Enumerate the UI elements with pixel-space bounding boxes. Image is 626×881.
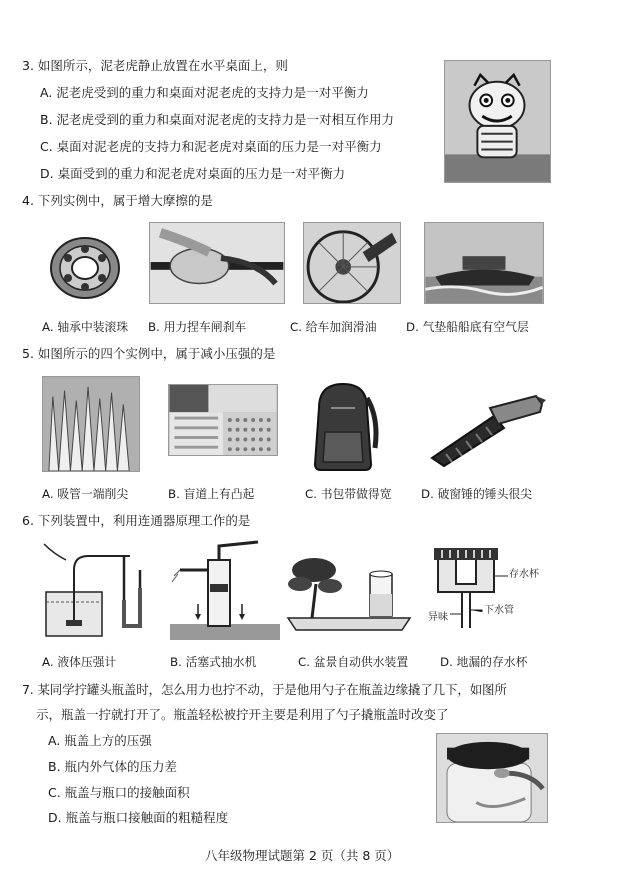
clay-tiger-photo xyxy=(444,60,551,183)
page-footer: 八年级物理试题第 2 页（共 8 页） xyxy=(205,848,400,863)
piston-pump-diagram xyxy=(170,540,280,640)
q3-option-d: D. 桌面受到的重力和泥老虎对桌面的压力是一对平衡力 xyxy=(40,166,346,181)
q5-option-b: B. 盲道上有凸起 xyxy=(168,487,255,501)
q7-stem-line2: 示，瓶盖一拧就打开了。瓶盖轻松被拧开主要是利用了勺子撬瓶盖时改变了 xyxy=(36,707,449,722)
q5-option-c: C. 书包带做得宽 xyxy=(305,487,392,501)
q3-option-a: A. 泥老虎受到的重力和桌面对泥老虎的支持力是一对平衡力 xyxy=(40,85,369,100)
jar-spoon-photo xyxy=(436,733,548,823)
straws-image xyxy=(42,376,140,472)
q4-option-c: C. 给车加润滑油 xyxy=(290,320,377,334)
cup-label: 存水杯 xyxy=(509,569,539,580)
pipe-label: 下水管 xyxy=(484,605,514,616)
bike-oil-image xyxy=(303,222,401,304)
q3-stem: 3. 如图所示，泥老虎静止放置在水平桌面上，则 xyxy=(22,58,288,73)
q6-option-a: A. 液体压强计 xyxy=(42,655,117,669)
q4-option-a: A. 轴承中装滚珠 xyxy=(42,320,129,334)
q6-stem: 6. 下列装置中，利用连通器原理工作的是 xyxy=(22,513,251,528)
q5-stem: 5. 如图所示的四个实例中，属于减小压强的是 xyxy=(22,346,276,361)
bonsai-water-diagram xyxy=(282,540,422,640)
q6-option-c: C. 盆景自动供水装置 xyxy=(298,655,409,669)
smell-label: 异味 xyxy=(428,612,448,623)
tactile-paving-image xyxy=(168,384,278,456)
q3-option-c: C. 桌面对泥老虎的支持力和泥老虎对桌面的压力是一对平衡力 xyxy=(40,139,382,154)
backpack-image xyxy=(305,378,381,474)
brake-hand-image xyxy=(149,222,285,304)
hovercraft-image xyxy=(424,222,544,304)
q6-option-b: B. 活塞式抽水机 xyxy=(170,655,257,669)
pressure-gauge-diagram xyxy=(40,540,150,640)
q5-option-a: A. 吸管一端削尖 xyxy=(42,487,129,501)
q7-stem-line1: 7. 某同学拧罐头瓶盖时，怎么用力也拧不动，于是他用勺子在瓶盖边缘撬了几下，如图所 xyxy=(22,682,507,697)
q5-option-d: D. 破窗锤的锤头很尖 xyxy=(421,487,532,501)
q7-option-c: C. 瓶盖与瓶口的接触面积 xyxy=(48,785,190,800)
q7-option-d: D. 瓶盖与瓶口接触面的粗糙程度 xyxy=(48,810,229,825)
q6-option-d: D. 地漏的存水杯 xyxy=(440,655,528,669)
bearing-image xyxy=(42,228,128,306)
q3-option-b: B. 泥老虎受到的重力和桌面对泥老虎的支持力是一对相互作用力 xyxy=(40,112,395,127)
q4-stem: 4. 下列实例中，属于增大摩擦的是 xyxy=(22,193,213,208)
safety-hammer-image xyxy=(424,388,548,468)
q4-option-b: B. 用力捏车闸刹车 xyxy=(148,320,247,334)
q4-option-d: D. 气垫船船底有空气层 xyxy=(406,320,529,334)
q7-option-a: A. 瓶盖上方的压强 xyxy=(48,733,152,748)
q7-option-b: B. 瓶内外气体的压力差 xyxy=(48,759,178,774)
